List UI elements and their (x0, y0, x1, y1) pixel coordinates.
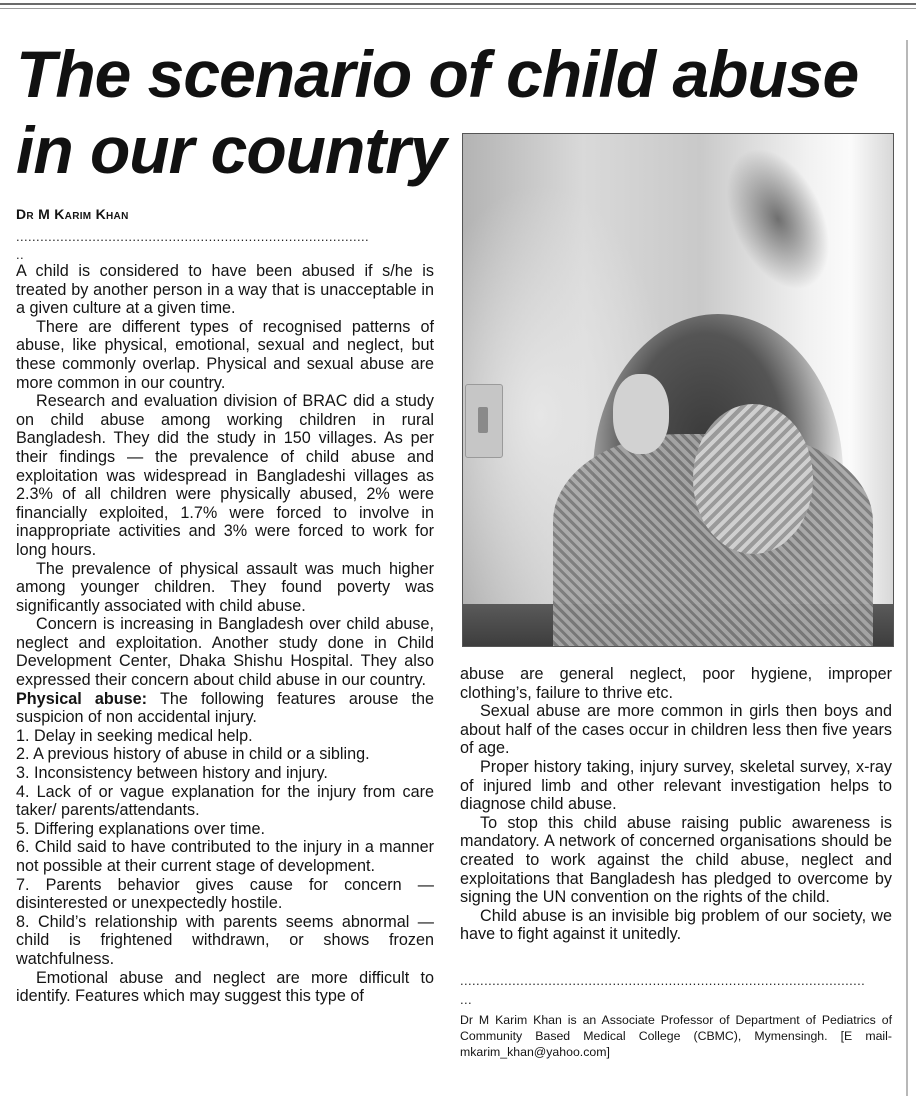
paragraph-concern: Concern is increasing in Bangladesh over child abuse, neglect and exploitation. Another study done in Child Development Center, Dhaka Shishu Hospital. They also expressed their concern about child abuse in our country. (16, 615, 434, 690)
feature-item: 5. Differing explanations over time. (16, 819, 265, 838)
footer-separator-dots: ..................................................................................................... (460, 974, 866, 988)
right-edge-rule (906, 40, 908, 1096)
physical-abuse-intro: The following features arouse the suspicion of non accidental injury. (16, 689, 434, 727)
article-photo (462, 133, 894, 647)
feature-item: 2. A previous history of abuse in child or a sibling. (16, 745, 370, 764)
feature-item: 1. Delay in seeking medical help. (16, 726, 253, 745)
paragraph-conclusion: Child abuse is an invisible big problem of our society, we have to fight against it unitedly. (460, 906, 892, 944)
feature-item: 3. Inconsistency between history and injury. (16, 764, 328, 783)
paragraph-awareness: To stop this child abuse raising public awareness is mandatory. A network of concerned organisations should be created to work against the child abuse, neglect and exploitations that Bangladesh has pledged to overcome by signing the UN convention on the rights of the child. (460, 813, 892, 907)
paragraph-emotional-abuse: Emotional abuse and neglect are more difficult to identify. Features which may suggest this type of (16, 968, 434, 1006)
wall-shadow (706, 133, 851, 306)
byline: Dr M Karim Khan (16, 206, 129, 222)
feature-item: 8. Child’s relationship with parents seems abnormal — child is frightened withdrawn, or shows frozen watchfulness. (16, 912, 434, 968)
paragraph-diagnosis: Proper history taking, injury survey, skeletal survey, x-ray of injured limb and other relevant investigation helps to diagnose child abuse. (460, 757, 892, 814)
article-column-right (460, 665, 892, 944)
child-knee (693, 404, 813, 554)
separator-dots: ........................................................................................ (16, 230, 370, 244)
wall-socket (465, 384, 503, 458)
physical-abuse-heading: Physical abuse: (16, 689, 148, 708)
footer-separator-tail: ... (460, 993, 473, 1007)
article-column-left (16, 262, 434, 1006)
feature-item: 4. Lack of or vague explanation for the injury from care taker/ parents/attendants. (16, 782, 434, 820)
separator-tail: .. (16, 248, 25, 262)
paragraph-emotional-cont: abuse are general neglect, poor hygiene, improper clothing’s, failure to thrive etc. (460, 665, 892, 702)
top-rule-thin (0, 8, 916, 9)
top-rule (0, 3, 916, 5)
feature-item: 6. Child said to have contributed to the injury in a manner not possible at their current stage of development. (16, 838, 434, 875)
paragraph-brac-study: Research and evaluation division of BRAC did a study on child abuse among working children in rural Bangladesh. They did the study in 150 villages. As per their findings — the prevalence of child abuse and exploitation was widespread in Bangladeshi villages as 2.3% of all children were physically abused, 2% were financially exploited, 1.7% were forced to involve in inappropriate activities and 3% were forced to work for long hours. (16, 392, 434, 559)
child-face (613, 374, 669, 454)
paragraph-patterns: There are different types of recognised patterns of abuse, like physical, emotional, sexual and neglect, but these commonly overlap. Physical and sexual abuse are more common in our country. (16, 317, 434, 392)
paragraph-sexual-abuse: Sexual abuse are more common in girls then boys and about half of the cases occur in children less then five years of age. (460, 702, 892, 758)
paragraph-prevalence: The prevalence of physical assault was much higher among younger children. They found poverty was significantly associated with child abuse. (16, 559, 434, 615)
physical-abuse-section (16, 690, 434, 727)
headline: The scenario of child abuse in our country (16, 37, 859, 187)
paragraph-intro: A child is considered to have been abused if s/he is treated by another person in a way that is unacceptable in a given culture at a given time. (16, 262, 434, 318)
feature-item: 7. Parents behavior gives cause for concern — disinterested or unexpectedly hostile. (16, 875, 434, 913)
author-note: Dr M Karim Khan is an Associate Professor of Department of Pediatrics of Community Based Medical College (CBMC), Mymensingh. [E mail-mkarim_khan@yahoo.com] (460, 1013, 892, 1059)
